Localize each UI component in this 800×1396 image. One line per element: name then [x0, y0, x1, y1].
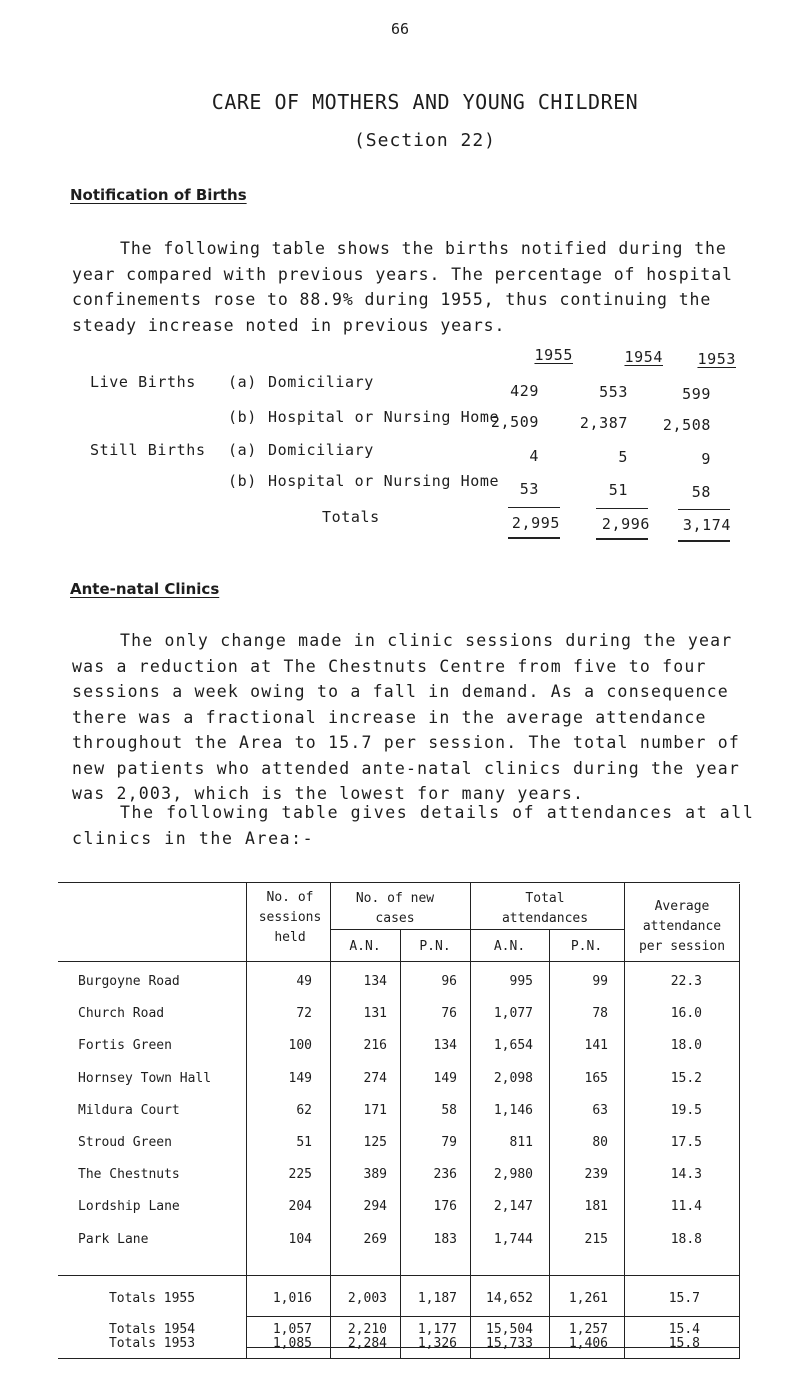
clinic-cell-new-an: 269	[363, 1232, 387, 1247]
births-group-label: Live Births	[90, 373, 196, 391]
totals-cell-avg: 15.7	[668, 1291, 700, 1306]
antenatal-heading: Ante-natal Clinics	[70, 580, 220, 598]
tot-pn-header: P.N.	[570, 939, 603, 954]
header-line: held	[274, 930, 306, 945]
clinic-cell-avg: 16.0	[670, 1006, 702, 1021]
clinic-name: Church Road	[78, 1006, 165, 1021]
births-totals-label: Totals	[322, 508, 380, 526]
clinic-cell-tot-pn: 80	[592, 1135, 608, 1150]
header-line: sessions	[258, 910, 322, 925]
page-number: 66	[390, 20, 410, 38]
births-cell: 2,508	[662, 416, 711, 434]
notification-heading: Notification of Births	[70, 186, 247, 204]
births-row-sub: (b)	[228, 472, 257, 490]
clinic-name: Fortis Green	[78, 1038, 172, 1053]
clinic-cell-avg: 18.0	[670, 1038, 702, 1053]
clinic-cell-sessions: 62	[296, 1103, 312, 1118]
births-row-label: Domiciliary	[268, 373, 374, 391]
clinic-cell-tot-an: 1,146	[493, 1103, 533, 1118]
clinic-cell-avg: 19.5	[670, 1103, 702, 1118]
clinic-cell-sessions: 100	[288, 1038, 312, 1053]
births-cell: 5	[618, 448, 628, 466]
clinic-cell-new-pn: 76	[441, 1006, 457, 1021]
clinic-cell-new-an: 134	[363, 974, 387, 989]
page-title: CARE OF MOTHERS AND YOUNG CHILDREN	[211, 90, 639, 114]
totals-cell-tot-an: 14,652	[486, 1291, 533, 1306]
totals-cell-avg: 15.4	[668, 1322, 700, 1337]
clinic-cell-tot-an: 811	[509, 1135, 533, 1150]
births-cell: 58	[691, 483, 711, 501]
births-cell: 2,387	[579, 414, 628, 432]
totals-cell-sessions: 1,085	[272, 1336, 312, 1351]
births-row-label: Domiciliary	[268, 441, 374, 459]
totals-cell-new-an: 2,210	[347, 1322, 387, 1337]
totals-cell-new-pn: 1,177	[417, 1322, 457, 1337]
births-cell: 53	[519, 480, 539, 498]
new-pn-header: P.N.	[419, 939, 451, 954]
clinic-cell-sessions: 104	[288, 1232, 312, 1247]
sessions-header	[250, 888, 330, 948]
clinic-cell-new-pn: 79	[441, 1135, 457, 1150]
clinic-cell-avg: 11.4	[670, 1199, 702, 1214]
table-top-border	[58, 882, 740, 883]
tot-an-header: A.N.	[493, 939, 526, 954]
clinic-cell-tot-pn: 63	[592, 1103, 608, 1118]
clinic-cell-new-pn: 183	[433, 1232, 457, 1247]
clinic-cell-avg: 17.5	[670, 1135, 702, 1150]
clinic-name: Mildura Court	[78, 1103, 180, 1118]
births-year-header: 1954	[624, 348, 663, 366]
clinic-cell-new-pn: 149	[433, 1071, 457, 1086]
header-line: Average	[654, 899, 710, 914]
clinic-name: The Chestnuts	[78, 1167, 180, 1182]
totals-cell-avg: 15.8	[668, 1336, 700, 1351]
births-row-sub: (a)	[228, 441, 257, 459]
births-year-header: 1955	[534, 346, 573, 364]
births-cell: 9	[701, 450, 711, 468]
clinic-cell-sessions: 204	[288, 1199, 312, 1214]
clinic-cell-tot-pn: 215	[584, 1232, 608, 1247]
clinic-cell-new-an: 294	[363, 1199, 387, 1214]
new-cases-header: No. of new cases	[355, 891, 435, 926]
clinic-cell-avg: 15.2	[670, 1071, 702, 1086]
births-year-header: 1953	[697, 350, 736, 368]
table-totals-line	[246, 1316, 740, 1317]
clinic-cell-avg: 18.8	[670, 1232, 702, 1247]
totals-cell-sessions: 1,057	[272, 1322, 312, 1337]
births-row-label: Hospital or Nursing Home	[268, 472, 500, 490]
clinic-cell-tot-pn: 99	[592, 974, 608, 989]
clinic-name: Lordship Lane	[78, 1199, 180, 1214]
clinic-cell-tot-an: 995	[509, 974, 533, 989]
clinic-cell-tot-pn: 165	[584, 1071, 608, 1086]
clinic-name: Burgoyne Road	[78, 974, 180, 989]
header-line: No. of	[266, 890, 314, 905]
totals-label: Totals 1955	[108, 1291, 196, 1306]
clinic-cell-tot-an: 1,077	[493, 1006, 533, 1021]
clinic-cell-new-an: 125	[363, 1135, 387, 1150]
births-total: 2,996	[601, 515, 650, 533]
clinic-cell-new-an: 171	[363, 1103, 387, 1118]
clinic-cell-tot-an: 1,744	[493, 1232, 533, 1247]
clinic-cell-new-pn: 176	[433, 1199, 457, 1214]
births-cell: 599	[682, 385, 711, 403]
clinic-cell-tot-an: 2,980	[493, 1167, 533, 1182]
table-header-bottom-line	[58, 961, 740, 962]
births-total: 2,995	[511, 514, 560, 532]
clinic-cell-new-pn: 236	[433, 1167, 457, 1182]
totals-cell-tot-pn: 1,257	[568, 1322, 608, 1337]
clinic-cell-tot-pn: 181	[584, 1199, 608, 1214]
clinic-cell-tot-pn: 141	[584, 1038, 608, 1053]
table-totals-line	[58, 1275, 740, 1276]
births-cell: 4	[529, 447, 539, 465]
totals-cell-new-an: 2,003	[347, 1291, 387, 1306]
table-subheader-line	[330, 929, 624, 930]
table-column-line	[246, 882, 247, 1358]
clinic-cell-new-an: 274	[363, 1071, 387, 1086]
totals-cell-tot-an: 15,504	[486, 1322, 533, 1337]
totals-cell-tot-pn: 1,406	[568, 1336, 608, 1351]
births-cell: 553	[599, 383, 628, 401]
clinic-cell-sessions: 51	[296, 1135, 312, 1150]
clinic-name: Stroud Green	[78, 1135, 172, 1150]
table-column-line	[624, 882, 625, 1358]
clinic-cell-new-pn: 58	[441, 1103, 457, 1118]
clinic-cell-avg: 14.3	[670, 1167, 702, 1182]
totals-label: Totals 1953	[108, 1336, 196, 1351]
births-total: 3,174	[682, 516, 731, 534]
births-group-label: Still Births	[90, 441, 206, 459]
clinic-cell-sessions: 225	[288, 1167, 312, 1182]
clinic-cell-new-an: 131	[363, 1006, 387, 1021]
clinic-cell-new-an: 389	[363, 1167, 387, 1182]
births-cell: 2,509	[490, 413, 539, 431]
clinic-cell-tot-an: 2,147	[493, 1199, 533, 1214]
header-line: attendance	[642, 919, 722, 934]
births-cell: 429	[510, 382, 539, 400]
totals-cell-new-pn: 1,187	[417, 1291, 457, 1306]
totals-cell-new-an: 2,284	[347, 1336, 387, 1351]
table-intro-paragraph: The following table gives details of attendances at all clinics in the Area:-	[72, 803, 755, 848]
clinic-cell-tot-an: 2,098	[493, 1071, 533, 1086]
births-cell: 51	[608, 481, 628, 499]
clinic-cell-new-pn: 134	[433, 1038, 457, 1053]
table-right-border	[739, 884, 740, 1358]
antenatal-paragraph: The only change made in clinic sessions during the year was a reduction at The Chestnuts Centre from five to four sessions a week owing to a fall in demand. As a consequence there was a fractional increase in the average attendance throughout the Area to 15.7 per session. The total number of new patients who attended ante-natal clinics during the year was 2,003, which is the lowest for many years.	[72, 631, 741, 803]
totals-cell-tot-pn: 1,261	[568, 1291, 608, 1306]
clinic-cell-avg: 22.3	[670, 974, 702, 989]
table-bottom-border	[58, 1358, 740, 1359]
births-row-label: Hospital or Nursing Home	[268, 408, 500, 426]
totals-label: Totals 1954	[108, 1322, 196, 1337]
clinic-cell-sessions: 72	[296, 1006, 312, 1021]
births-row-sub: (a)	[228, 373, 257, 391]
header-line: per session	[638, 939, 726, 954]
clinic-cell-sessions: 49	[296, 974, 312, 989]
clinic-cell-new-an: 216	[363, 1038, 387, 1053]
totals-cell-sessions: 1,016	[272, 1291, 312, 1306]
clinic-name: Hornsey Town Hall	[78, 1071, 212, 1086]
page-subtitle: (Section 22)	[353, 130, 497, 151]
births-row-sub: (b)	[228, 408, 257, 426]
clinic-cell-sessions: 149	[288, 1071, 312, 1086]
clinic-cell-new-pn: 96	[441, 974, 457, 989]
clinic-name: Park Lane	[78, 1232, 149, 1247]
totals-cell-new-pn: 1,326	[417, 1336, 457, 1351]
average-attendance-header	[628, 897, 736, 957]
clinic-cell-tot-pn: 239	[584, 1167, 608, 1182]
totals-cell-tot-an: 15,733	[486, 1336, 533, 1351]
new-an-header: A.N.	[349, 939, 381, 954]
clinic-cell-tot-pn: 78	[592, 1006, 608, 1021]
clinic-cell-tot-an: 1,654	[493, 1038, 533, 1053]
total-attendances-header: Total attendances	[501, 891, 589, 926]
notification-paragraph: The following table shows the births notified during the year compared with previous years. The percentage of hospital confinements rose to 88.9% during 1955, thus continuing the steady increase noted in previous years.	[72, 239, 733, 335]
